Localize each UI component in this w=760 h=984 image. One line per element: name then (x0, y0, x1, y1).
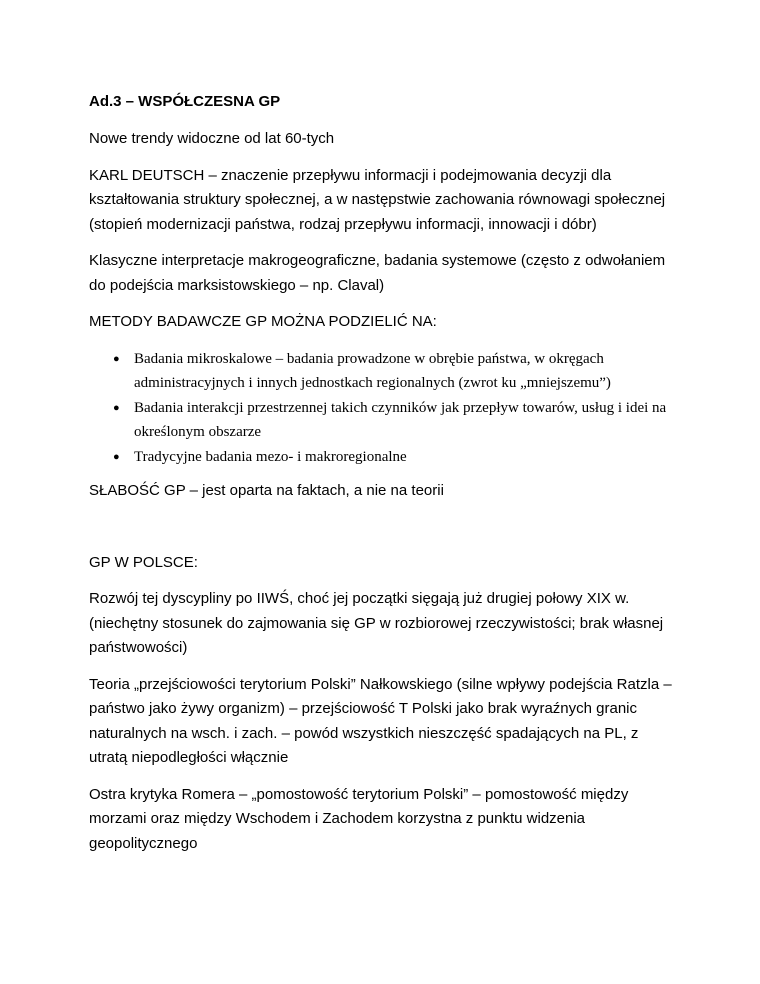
list-item-text: Badania mikroskalowe – badania prowadzone w obrębie państwa, w okręgach administracyjnych i innych jednostkach regionalnych (zwrot ku „mniejszemu”) (134, 350, 611, 391)
methods-list (89, 347, 679, 470)
paragraph-trends: Nowe trendy widoczne od lat 60-tych (89, 130, 335, 147)
paragraph-methods: METODY BADAWCZE GP MOŻNA PODZIELIĆ NA: (89, 313, 437, 330)
paragraph-romer: Ostra krytyka Romera – „pomostowość terytorium Polski” – pomostowość między morzami oraz między Wschodem i Zachodem korzystna z punktu widzenia geopolitycznego (89, 785, 629, 852)
blank-line (89, 516, 679, 551)
bullet-icon: ● (113, 450, 120, 463)
list-item-text: Badania interakcji przestrzennej takich czynników jak przepływ towarów, usług i idei na określonym obszarze (134, 399, 667, 440)
paragraph-gp-poland-heading: GP W POLSCE: (89, 553, 198, 571)
document-page (89, 90, 679, 868)
paragraph-development: Rozwój tej dyscypliny po IIWŚ, choć jej początki sięgają już drugiej połowy XIX w. (niechętny stosunek do zajmowania się GP w rozbiorowej rzeczywistości; brak własnej państwowości) (89, 590, 664, 656)
paragraph-deutsch: KARL DEUTSCH – znaczenie przepływu informacji i podejmowania decyzji dla kształtowania struktury społecznej, a w następstwie zachowania równowagi społecznej (stopień modernizacji państwa, rodzaj przepływu informacji, innowacji i dóbr) (89, 166, 666, 233)
list-item (89, 396, 679, 445)
bullet-icon: ● (113, 352, 120, 365)
paragraph-weakness: SŁABOŚĆ GP – jest oparta na faktach, a nie na teorii (89, 482, 444, 499)
bullet-icon: ● (113, 401, 120, 414)
paragraph-nalkowski: Teoria „przejściowości terytorium Polski” Nałkowskiego (silne wpływy podejścia Ratzla – państwo jako żywy organizm) – przejściowość T Polski jako brak wyraźnych granic naturalnych na wsch. i zach. – powód wszystkich nieszczęść spadających na PL, z utratą niepodległości włącznie (89, 675, 672, 766)
section-heading: Ad.3 – WSPÓŁCZESNA GP (89, 93, 281, 110)
list-item-text: Tradycyjne badania mezo- i makroregionalne (134, 448, 407, 465)
list-item (89, 445, 679, 470)
paragraph-interpretations: Klasyczne interpretacje makrogeograficzne, badania systemowe (często z odwołaniem do podejścia marksistowskiego – np. Claval) (89, 252, 666, 294)
list-item (89, 347, 679, 396)
